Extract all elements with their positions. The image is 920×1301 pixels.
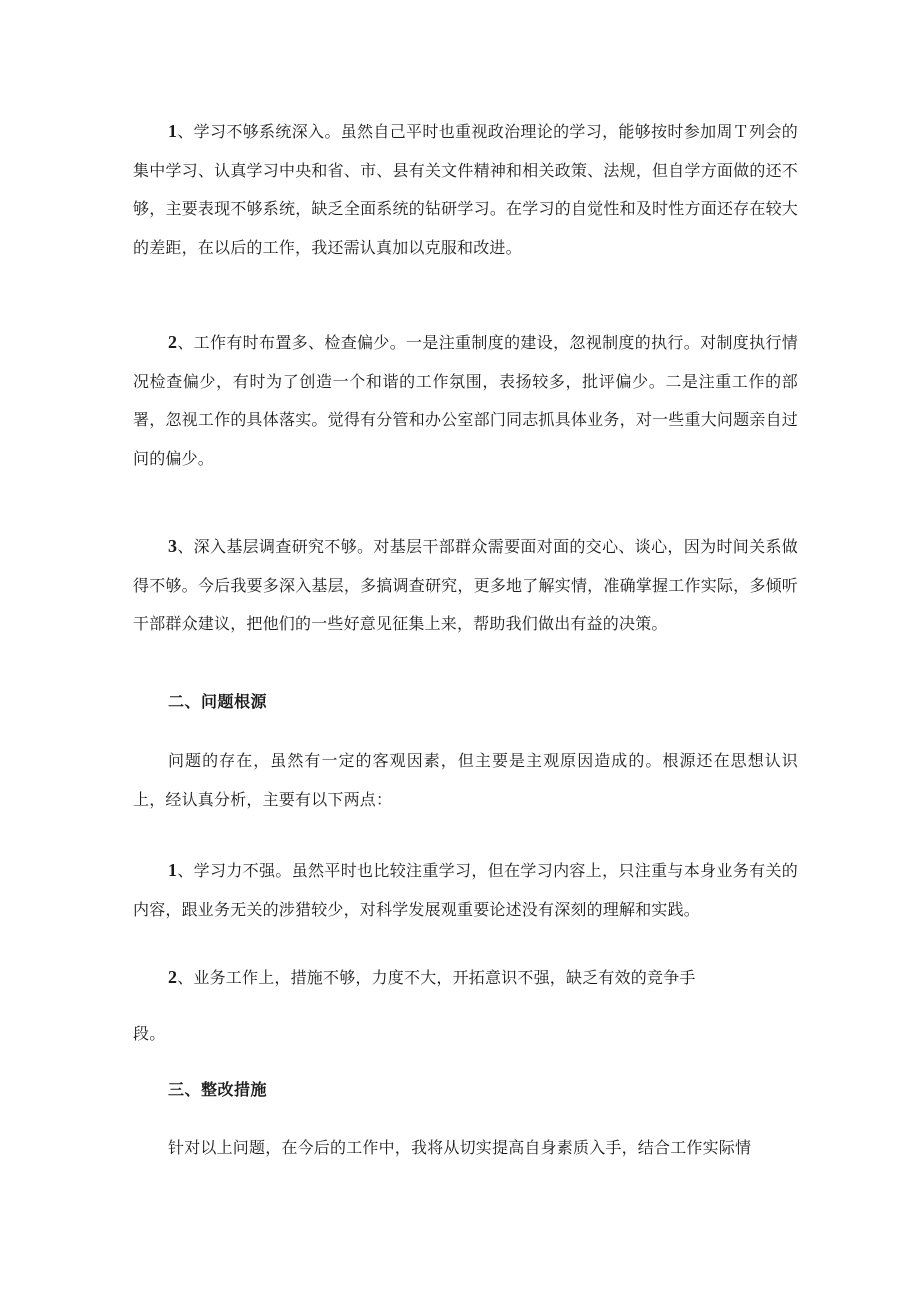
paragraph-more-arrangement-less-inspection <box>133 323 798 478</box>
section-heading-rectification: 三、整改措施 <box>168 1080 268 1099</box>
item-number: 3 <box>168 536 178 556</box>
paragraph-business-measures <box>133 958 713 998</box>
paragraph-weak-learning <box>133 851 798 929</box>
section-heading-root-causes: 二、问题根源 <box>168 692 268 711</box>
paragraph-text: 、学习力不强。虽然平时也比较注重学习，但在学习内容上，只注重与本身业务有关的内容，跟业务无关的涉猎较少，对科学发展观重要论述没有深刻的理解和实践。 <box>133 861 798 919</box>
paragraph-text: 、学习不够系统深入。虽然自己平时也重视政治理论的学习，能够按时参加周Ｔ列会的集中学习、认真学习中央和省、市、县有关文件精神和相关政策、法规，但自学方面做的还不够，主要表现不够系统，缺乏全面系统的钻研学习。在学习的自觉性和及时性方面还存在较大的差距，在以后的工作，我还需认真加以克服和改进。 <box>133 122 798 257</box>
paragraph-grassroots-research <box>133 527 798 644</box>
paragraph-rectification-intro: 针对以上问题，在今后的工作中，我将从切实提高自身素质入手，结合工作实际情 <box>168 1138 752 1157</box>
paragraph-text: 、业务工作上，措施不够，力度不大，开拓意识不强，缺乏有效的竞争手 <box>177 968 696 987</box>
paragraph-text: 、深入基层调查研究不够。对基层干部群众需要面对面的交心、谈心，因为时间关系做得不够。今后我要多深入基层，多搞调查研究，更多地了解实情，准确掌握工作实际，多倾听干部群众建议，把他们的一些好意见征集上来，帮助我们做出有益的决策。 <box>133 537 798 633</box>
paragraph-study-not-systematic <box>133 112 798 267</box>
item-number: 2 <box>168 967 178 987</box>
item-number: 1 <box>168 860 178 880</box>
paragraph-business-measures-tail: 段。 <box>133 1024 166 1043</box>
paragraph-text: 、工作有时布置多、检查偏少。一是注重制度的建设，忽视制度的执行。对制度执行情况检查偏少，有时为了创造一个和谐的工作氛围，表扬较多，批评偏少。二是注重工作的部署，忽视工作的具体落实。觉得有分管和办公室部门同志抓具体业务，对一些重大问题亲自过问的偏少。 <box>133 333 798 468</box>
paragraph-root-causes-intro: 问题的存在，虽然有一定的客观因素，但主要是主观原因造成的。根源还在思想认识上，经认真分析，主要有以下两点： <box>133 751 798 809</box>
item-number: 2 <box>168 332 178 352</box>
item-number: 1 <box>168 121 178 141</box>
